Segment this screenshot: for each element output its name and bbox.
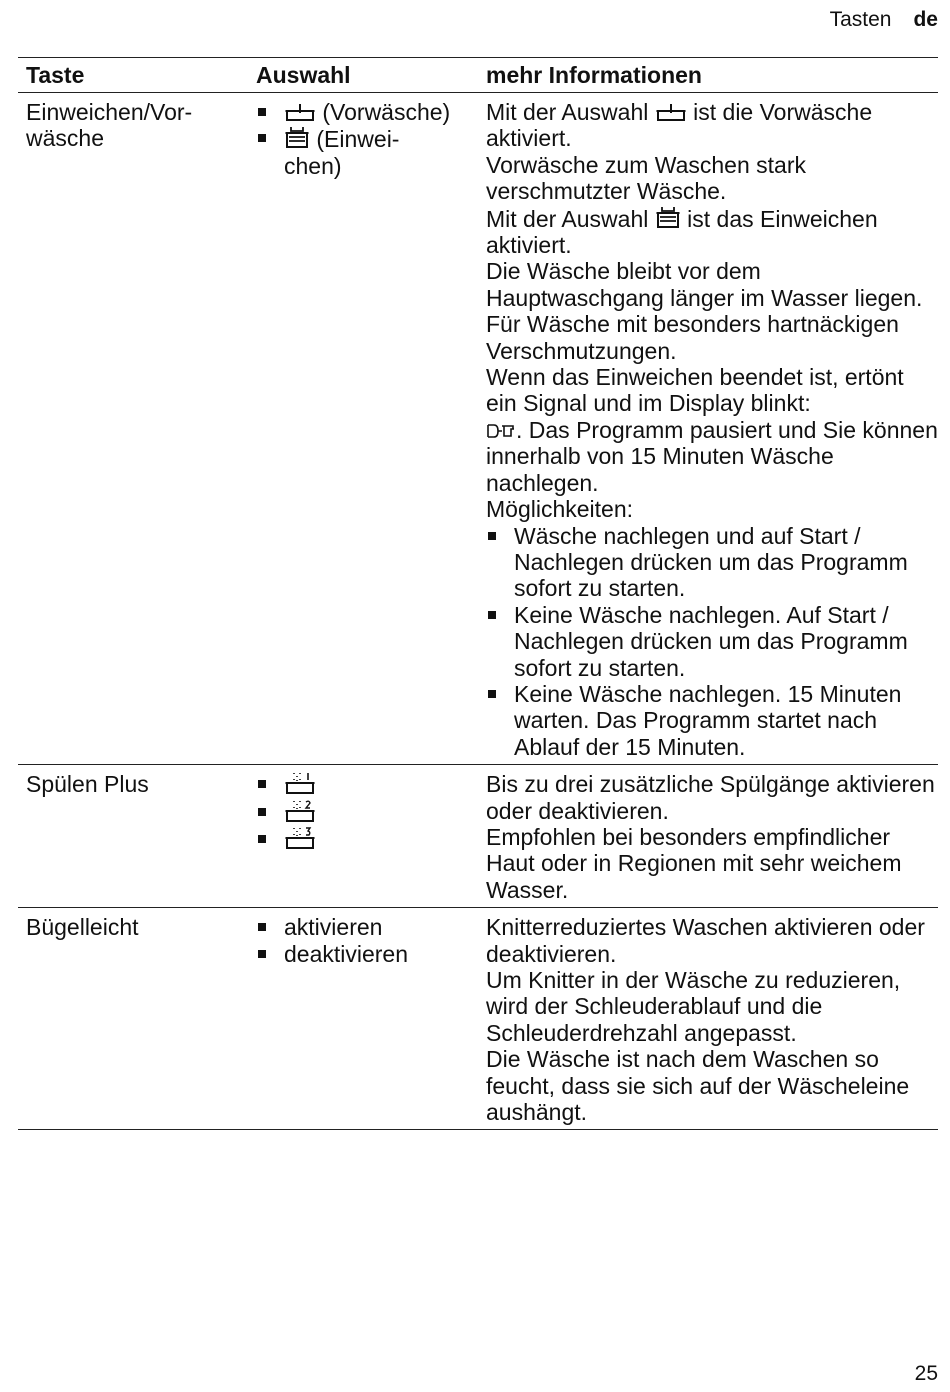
prewash-icon: [655, 102, 687, 122]
soak-icon: [655, 205, 681, 229]
options-list: [486, 523, 938, 761]
taste-cell: [18, 914, 248, 1125]
table-row: [18, 93, 938, 765]
table-header-row: [18, 58, 938, 93]
soak-icon: [284, 125, 310, 149]
rinse-plus-2-icon: [284, 799, 316, 823]
taste-cell: [18, 99, 248, 760]
prewash-icon: [284, 102, 316, 122]
info-paragraph: Empfohlen bei besonders empfindlicher Haut oder in Regionen mit sehr weichem Wasser.: [486, 823, 902, 903]
taste-label: Spülen Plus: [26, 771, 149, 798]
table-row: [18, 908, 938, 1130]
page-number: 25: [914, 1362, 938, 1385]
auswahl-cell: [248, 914, 478, 1125]
list-item: [256, 771, 478, 798]
list-item: aktivieren: [256, 914, 478, 940]
language-code: de: [913, 8, 938, 31]
list-item: Wäsche nachlegen und auf Start / Nachlegen drücken um das Programm sofort zu starten.: [486, 523, 938, 602]
list-item: Keine Wäsche nachlegen. 15 Minuten warten. Das Programm startet nach Ablauf der 15 Minuten.: [486, 681, 938, 760]
list-item: (Einwei- chen): [256, 125, 478, 179]
info-cell: [478, 99, 938, 760]
taste-label: wäsche: [26, 125, 104, 152]
info-paragraph: Vorwäsche zum Waschen stark verschmutzter Wäsche.: [486, 151, 806, 205]
info-cell: [478, 914, 938, 1125]
info-paragraph: Für Wäsche mit besonders hartnäckigen Verschmutzungen.: [486, 311, 899, 364]
header-auswahl: Auswahl: [256, 62, 351, 88]
list-item: deaktivieren: [256, 941, 478, 967]
info-paragraph: Wenn das Einweichen beendet ist, ertönt ein Signal und im Display blinkt:: [486, 364, 904, 417]
info-paragraph: Knitterreduziertes Waschen aktivieren oder deaktivieren.: [486, 914, 925, 967]
taste-cell: [18, 771, 248, 903]
list-item: (Vorwäsche): [256, 99, 478, 125]
rinse-plus-1-icon: [284, 771, 316, 795]
reload-laundry-icon: [486, 422, 516, 440]
info-paragraph: Möglichkeiten:: [486, 496, 634, 523]
header-info: mehr Informationen: [486, 62, 702, 88]
auswahl-cell: [248, 99, 478, 760]
rinse-plus-3-icon: [284, 826, 316, 850]
section-title: Tasten: [829, 8, 892, 31]
list-item: [256, 799, 478, 826]
page-header: [830, 8, 938, 32]
info-cell: [478, 771, 938, 903]
auswahl-cell: [248, 771, 478, 903]
buttons-table: [18, 57, 938, 1130]
info-paragraph: Die Wäsche ist nach dem Waschen so feucht, dass sie sich auf der Wäscheleine aushängt.: [486, 1046, 910, 1126]
info-paragraph: . Das Programm pausiert und Sie können innerhalb von 15 Minuten Wäsche nachlegen.: [486, 416, 938, 496]
taste-label: Einweichen/Vor-: [26, 99, 193, 125]
info-paragraph: Mit der Auswahl ist die Vorwäsche aktiviert.: [486, 99, 873, 152]
taste-label: Bügelleicht: [26, 914, 139, 941]
info-paragraph: Die Wäsche bleibt vor dem Hauptwaschgang länger im Wasser liegen.: [486, 258, 923, 311]
table-row: [18, 765, 938, 908]
info-paragraph: Bis zu drei zusätzliche Spülgänge aktivieren oder deaktivieren.: [486, 771, 935, 824]
info-paragraph: Um Knitter in der Wäsche zu reduzieren, wird der Schleuderablauf und die Schleuderdrehzahl angepasst.: [486, 967, 901, 1046]
header-taste: Taste: [26, 62, 85, 88]
list-item: [256, 826, 478, 853]
list-item: Keine Wäsche nachlegen. Auf Start / Nachlegen drücken um das Programm sofort zu starten.: [486, 602, 938, 681]
info-paragraph: Mit der Auswahl ist das Einweichen aktiviert.: [486, 205, 878, 259]
